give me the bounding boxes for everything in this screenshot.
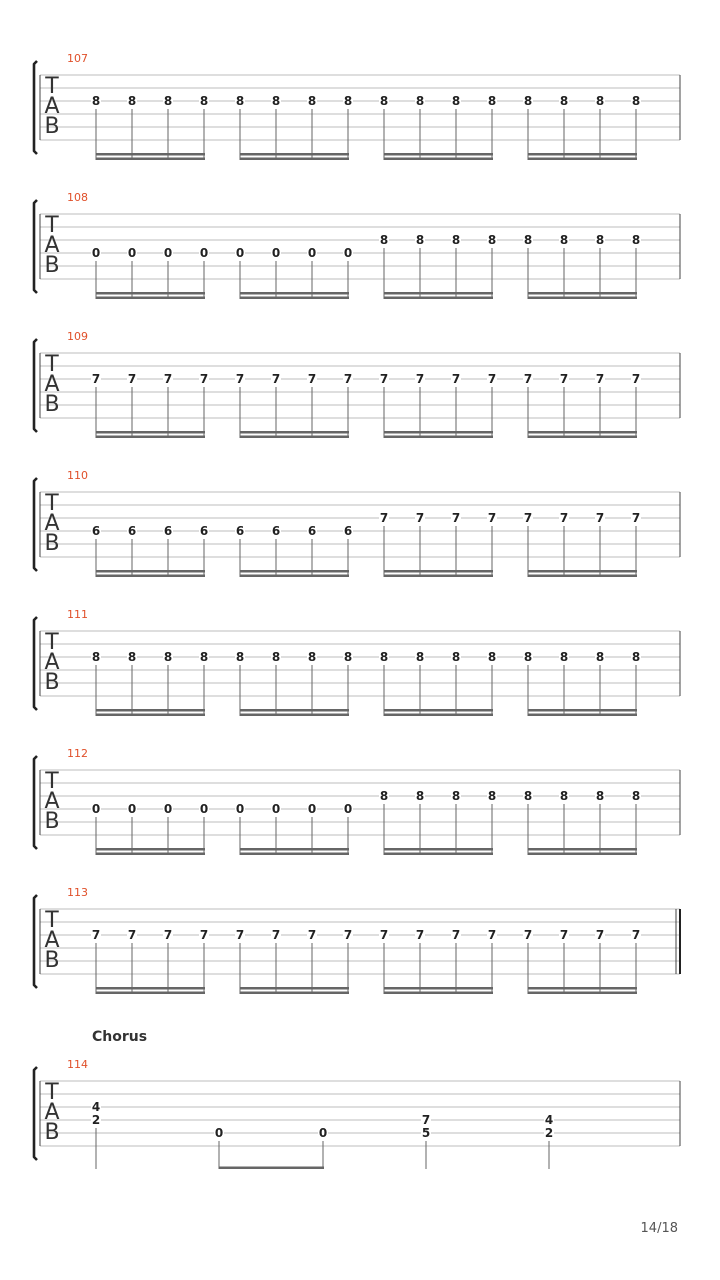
- fret-number: 8: [235, 94, 245, 108]
- fret-number: 8: [271, 94, 281, 108]
- fret-number: 7: [379, 511, 389, 525]
- fret-number: 8: [451, 94, 461, 108]
- fret-number: 0: [343, 246, 353, 260]
- system-bracket: [34, 756, 37, 849]
- beam-secondary: [528, 292, 637, 295]
- fret-number: 8: [307, 650, 317, 664]
- tab-system: [34, 52, 680, 160]
- fret-number: 5: [421, 1126, 431, 1140]
- tab-clef-letter: B: [44, 392, 60, 417]
- fret-number: 7: [307, 372, 317, 386]
- beam-secondary: [384, 848, 493, 851]
- beam-primary: [528, 158, 637, 161]
- fret-number: 7: [415, 928, 425, 942]
- fret-number: 7: [523, 372, 533, 386]
- system-bracket: [34, 617, 37, 710]
- fret-number: 6: [199, 524, 209, 538]
- beam-secondary: [96, 709, 205, 712]
- system-bracket: [34, 339, 37, 432]
- fret-number: 7: [595, 928, 605, 942]
- fret-number: 7: [163, 372, 173, 386]
- page-number: 14/18: [640, 1221, 678, 1236]
- fret-number: 8: [631, 789, 641, 803]
- tab-clef-letter: T: [45, 1080, 59, 1105]
- fret-number: 8: [523, 233, 533, 247]
- fret-number: 8: [127, 94, 137, 108]
- fret-number: 8: [523, 650, 533, 664]
- fret-number: 2: [91, 1113, 101, 1127]
- fret-number: 8: [559, 789, 569, 803]
- measure-number: 113: [67, 886, 88, 899]
- fret-number: 8: [595, 650, 605, 664]
- fret-number: 7: [163, 928, 173, 942]
- tab-clef-letter: B: [44, 670, 60, 695]
- fret-number: 4: [544, 1113, 554, 1127]
- tab-clef-letter: B: [44, 253, 60, 278]
- fret-number: 7: [91, 928, 101, 942]
- tab-clef-letter: T: [45, 630, 59, 655]
- measure-number: 107: [67, 52, 88, 65]
- fret-number: 8: [595, 233, 605, 247]
- fret-number: 7: [595, 511, 605, 525]
- fret-number: 8: [91, 94, 101, 108]
- beam-primary: [240, 575, 349, 578]
- beam-primary: [384, 297, 493, 300]
- fret-number: 7: [631, 928, 641, 942]
- fret-number: 8: [379, 233, 389, 247]
- beam-secondary: [528, 431, 637, 434]
- fret-number: 7: [235, 372, 245, 386]
- tab-clef-letter: B: [44, 948, 60, 973]
- fret-number: 8: [487, 650, 497, 664]
- fret-number: 0: [214, 1126, 224, 1140]
- tab-clef-letter: A: [44, 928, 60, 953]
- fret-number: 0: [163, 802, 173, 816]
- fret-number: 7: [523, 511, 533, 525]
- fret-number: 8: [451, 233, 461, 247]
- fret-number: 0: [271, 802, 281, 816]
- beam-secondary: [240, 570, 349, 573]
- measure-number: 110: [67, 469, 88, 482]
- tab-system: [34, 608, 680, 716]
- beam-secondary: [384, 153, 493, 156]
- fret-number: 7: [235, 928, 245, 942]
- fret-number: 8: [163, 650, 173, 664]
- fret-number: 8: [307, 94, 317, 108]
- tab-clef-letter: T: [45, 213, 59, 238]
- fret-number: 8: [415, 233, 425, 247]
- beam-secondary: [528, 570, 637, 573]
- fret-number: 6: [343, 524, 353, 538]
- beam-primary: [528, 992, 637, 995]
- fret-number: 7: [595, 372, 605, 386]
- fret-number: 7: [451, 511, 461, 525]
- fret-number: 0: [318, 1126, 328, 1140]
- fret-number: 7: [487, 511, 497, 525]
- fret-number: 7: [559, 928, 569, 942]
- beam-primary: [240, 436, 349, 439]
- tab-clef-letter: T: [45, 491, 59, 516]
- beam-secondary: [96, 153, 205, 156]
- beam-primary: [240, 992, 349, 995]
- fret-number: 8: [343, 94, 353, 108]
- fret-number: 8: [595, 789, 605, 803]
- fret-number: 6: [307, 524, 317, 538]
- tab-clef-letter: A: [44, 94, 60, 119]
- fret-number: 0: [163, 246, 173, 260]
- tab-system: [34, 191, 680, 299]
- beam-primary: [240, 297, 349, 300]
- fret-number: 0: [307, 802, 317, 816]
- fret-number: 8: [415, 650, 425, 664]
- fret-number: 0: [91, 246, 101, 260]
- section-label: Chorus: [92, 1029, 148, 1045]
- tab-system: [34, 330, 680, 438]
- fret-number: 6: [163, 524, 173, 538]
- fret-number: 7: [451, 372, 461, 386]
- measure-number: 112: [67, 747, 88, 760]
- beam-primary: [96, 436, 205, 439]
- fret-number: 0: [307, 246, 317, 260]
- fret-number: 2: [544, 1126, 554, 1140]
- fret-number: 0: [271, 246, 281, 260]
- tab-clef-letter: A: [44, 650, 60, 675]
- beam-primary: [384, 992, 493, 995]
- fret-number: 6: [271, 524, 281, 538]
- fret-number: 7: [271, 928, 281, 942]
- beam-secondary: [240, 153, 349, 156]
- fret-number: 8: [487, 233, 497, 247]
- beam-secondary: [96, 431, 205, 434]
- fret-number: 0: [127, 246, 137, 260]
- beam-secondary: [240, 987, 349, 990]
- beam-secondary: [384, 987, 493, 990]
- fret-number: 8: [343, 650, 353, 664]
- tab-clef-letter: T: [45, 769, 59, 794]
- fret-number: 7: [415, 511, 425, 525]
- fret-number: 7: [379, 928, 389, 942]
- fret-number: 0: [199, 246, 209, 260]
- measure-number: 109: [67, 330, 88, 343]
- fret-number: 7: [487, 372, 497, 386]
- fret-number: 8: [451, 789, 461, 803]
- beam-secondary: [96, 570, 205, 573]
- beam-secondary: [240, 431, 349, 434]
- fret-number: 7: [451, 928, 461, 942]
- fret-number: 7: [415, 372, 425, 386]
- fret-number: 8: [631, 94, 641, 108]
- fret-number: 7: [199, 372, 209, 386]
- fret-number: 7: [631, 372, 641, 386]
- beam-secondary: [384, 431, 493, 434]
- fret-number: 8: [415, 94, 425, 108]
- beam-primary: [96, 853, 205, 856]
- beam-primary: [96, 297, 205, 300]
- fret-number: 8: [127, 650, 137, 664]
- beam-primary: [96, 992, 205, 995]
- tab-system: [34, 886, 680, 994]
- beam-secondary: [240, 292, 349, 295]
- beam-secondary: [384, 292, 493, 295]
- beam-primary: [96, 714, 205, 717]
- tab-clef-letter: A: [44, 372, 60, 397]
- fret-number: 8: [559, 650, 569, 664]
- beam-primary: [240, 853, 349, 856]
- beam-primary: [96, 158, 205, 161]
- fret-number: 6: [235, 524, 245, 538]
- fret-number: 8: [379, 650, 389, 664]
- tab-system: [34, 469, 680, 577]
- beam-secondary: [384, 709, 493, 712]
- fret-number: 8: [451, 650, 461, 664]
- tab-clef-letter: A: [44, 789, 60, 814]
- beam-secondary: [240, 709, 349, 712]
- fret-number: 8: [415, 789, 425, 803]
- beam-primary: [528, 297, 637, 300]
- fret-number: 8: [487, 94, 497, 108]
- beam-primary: [528, 853, 637, 856]
- beam-secondary: [528, 153, 637, 156]
- beam-primary: [384, 853, 493, 856]
- tab-clef-letter: B: [44, 531, 60, 556]
- beam-primary: [96, 575, 205, 578]
- fret-number: 8: [199, 650, 209, 664]
- tab-clef-letter: T: [45, 74, 59, 99]
- fret-number: 0: [199, 802, 209, 816]
- fret-number: 0: [127, 802, 137, 816]
- beam-secondary: [96, 848, 205, 851]
- fret-number: 8: [559, 233, 569, 247]
- fret-number: 8: [163, 94, 173, 108]
- fret-number: 7: [127, 928, 137, 942]
- tab-system: [34, 747, 680, 855]
- fret-number: 7: [487, 928, 497, 942]
- beam-primary: [528, 714, 637, 717]
- tab-system: [34, 1029, 680, 1169]
- tab-clef-letter: A: [44, 1100, 60, 1125]
- fret-number: 8: [91, 650, 101, 664]
- beam-primary: [219, 1167, 324, 1170]
- beam-primary: [528, 575, 637, 578]
- measure-number: 111: [67, 608, 88, 621]
- beam-secondary: [240, 848, 349, 851]
- fret-number: 8: [559, 94, 569, 108]
- fret-number: 8: [379, 94, 389, 108]
- fret-number: 7: [91, 372, 101, 386]
- tab-clef-letter: A: [44, 233, 60, 258]
- fret-number: 0: [235, 802, 245, 816]
- fret-number: 8: [523, 789, 533, 803]
- beam-primary: [384, 436, 493, 439]
- fret-number: 8: [271, 650, 281, 664]
- fret-number: 8: [379, 789, 389, 803]
- fret-number: 7: [421, 1113, 431, 1127]
- fret-number: 7: [343, 928, 353, 942]
- fret-number: 4: [91, 1100, 101, 1114]
- system-bracket: [34, 61, 37, 154]
- tab-clef-letter: B: [44, 809, 60, 834]
- fret-number: 7: [271, 372, 281, 386]
- measure-number: 114: [67, 1058, 88, 1071]
- tab-clef-letter: T: [45, 352, 59, 377]
- fret-number: 8: [235, 650, 245, 664]
- tab-clef-letter: B: [44, 114, 60, 139]
- fret-number: 8: [631, 650, 641, 664]
- fret-number: 7: [343, 372, 353, 386]
- fret-number: 8: [199, 94, 209, 108]
- beam-primary: [528, 436, 637, 439]
- fret-number: 0: [235, 246, 245, 260]
- fret-number: 7: [523, 928, 533, 942]
- fret-number: 0: [91, 802, 101, 816]
- fret-number: 7: [199, 928, 209, 942]
- beam-primary: [384, 714, 493, 717]
- fret-number: 7: [631, 511, 641, 525]
- system-bracket: [34, 478, 37, 571]
- fret-number: 7: [559, 511, 569, 525]
- system-bracket: [34, 1067, 37, 1160]
- beam-secondary: [96, 987, 205, 990]
- fret-number: 8: [631, 233, 641, 247]
- fret-number: 7: [559, 372, 569, 386]
- fret-number: 7: [127, 372, 137, 386]
- tab-clef-letter: A: [44, 511, 60, 536]
- system-bracket: [34, 200, 37, 293]
- beam-secondary: [528, 709, 637, 712]
- beam-secondary: [384, 570, 493, 573]
- beam-primary: [240, 714, 349, 717]
- beam-primary: [384, 158, 493, 161]
- fret-number: 0: [343, 802, 353, 816]
- tab-clef-letter: T: [45, 908, 59, 933]
- fret-number: 6: [127, 524, 137, 538]
- fret-number: 7: [379, 372, 389, 386]
- fret-number: 8: [523, 94, 533, 108]
- beam-secondary: [96, 292, 205, 295]
- system-bracket: [34, 895, 37, 988]
- beam-secondary: [528, 848, 637, 851]
- tab-clef-letter: B: [44, 1120, 60, 1145]
- fret-number: 7: [307, 928, 317, 942]
- fret-number: 8: [487, 789, 497, 803]
- fret-number: 8: [595, 94, 605, 108]
- beam-secondary: [528, 987, 637, 990]
- beam-primary: [240, 158, 349, 161]
- beam-primary: [384, 575, 493, 578]
- fret-number: 6: [91, 524, 101, 538]
- measure-number: 108: [67, 191, 88, 204]
